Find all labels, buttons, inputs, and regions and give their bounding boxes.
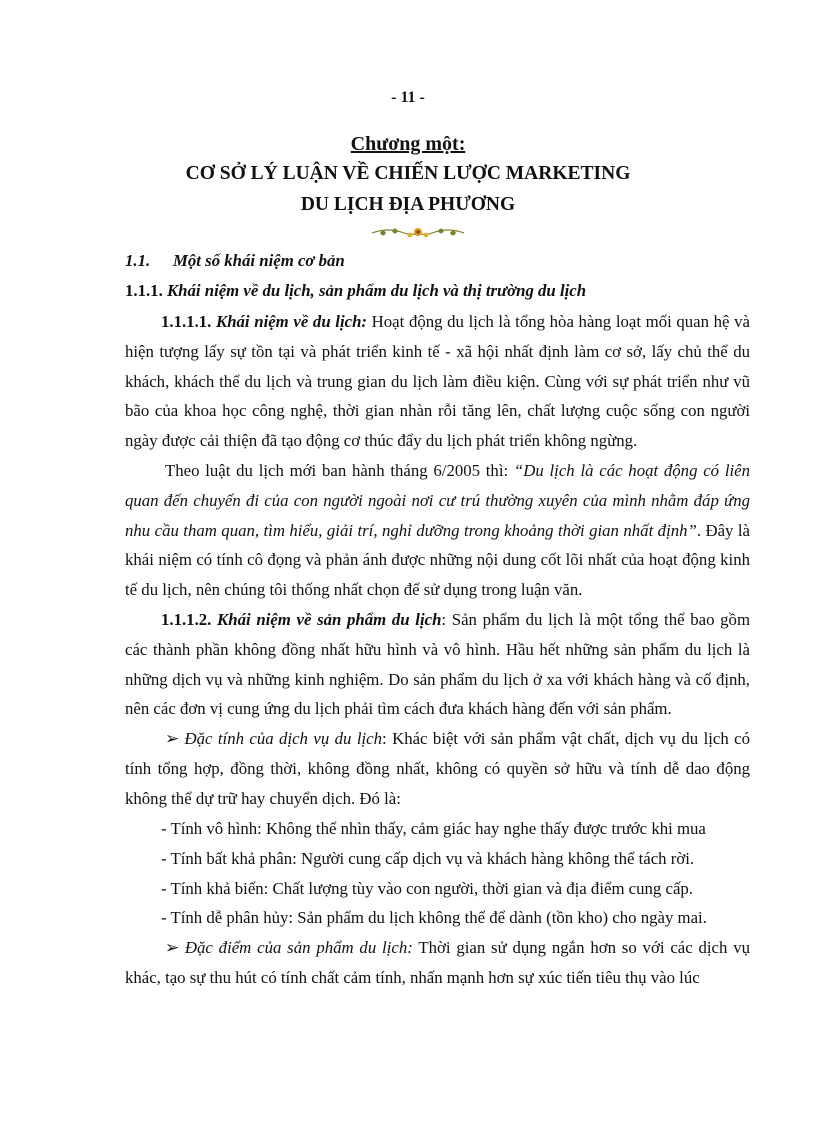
paragraph-tourism-concept [125,307,750,456]
characteristics-list [125,814,750,933]
section-number: 1.1. [125,251,151,270]
paragraph-text: . Đây là khái niệm có tính cô đọng và phản ánh được những nội dung cốt lõi nhất của hoạt động kinh tế du lịch, nên chúng tôi thống nhất chọn để sử dụng trong luận văn. [125,520,750,600]
paragraph-tourism-law [125,456,750,605]
term: Đặc điểm của sản phẩm du lịch: [184,938,413,957]
subsection-number: 1.1.1. [125,281,163,300]
page-number: - 11 - [391,89,425,106]
list-item: - Tính khả biến: Chất lượng tùy vào con người, thời gian và địa điểm cung cấp. [161,878,693,898]
arrow-bullet-icon: ➢ [165,729,180,748]
paragraph-text: Thời gian sử dụng ngắn hơn so với các dịch vụ khác, tạo sự thu hút có tính chất cảm tính, nhấn mạnh hơn sự xúc tiến tiêu thụ vào lúc [125,938,750,987]
law-quote: “Du lịch là các hoạt động có liên quan đến chuyến đi của con người ngoài nơi cư trú thường xuyên của mình nhằm đáp ứng nhu cầu tham quan, tìm hiểu, giải trí, nghỉ dưỡng trong khoảng thời gian nhất định” [125,461,750,540]
term: Đặc tính của dịch vụ du lịch [184,729,383,748]
chapter-title: Chương một: [350,133,466,155]
term: Khái niệm về du lịch: [216,312,368,331]
paragraph-lead: Theo luật du lịch mới ban hành tháng 6/2005 thì: [165,461,514,480]
paragraph-service-characteristics [125,724,750,813]
list-item: - Tính dễ phân hủy: Sản phẩm du lịch không thể để dành (tồn kho) cho ngày mai. [161,908,707,928]
list-item: - Tính vô hình: Không thể nhìn thấy, cảm giác hay nghe thấy được trước khi mua [161,819,706,838]
section-heading-1-1-1 [125,276,750,306]
paragraph-text: : Khác biệt với sản phẩm vật chất, dịch vụ du lịch có tính tổng hợp, đồng thời, không đồng nhất, không có quyền sở hữu và tính dễ dao động không thể dự trữ hay chuyển dịch. Đó là: [125,729,750,808]
paragraph-text: : Sản phẩm du lịch là một tổng thể bao gồm các thành phần không đồng nhất hữu hình và vô hình. Hầu hết những sản phẩm du lịch là những dịch vụ và những kinh nghiệm. Do sản phẩm du lịch ở xa với khách hàng và cố định, nên các đơn vị cung ứng du lịch phải tìm cách đưa khách hàng đến với sản phẩm. [125,610,750,719]
floral-divider-ornament [368,224,468,242]
chapter-label [0,133,816,156]
section-heading-1-1 [125,246,750,276]
chapter-heading-line-1: CƠ SỞ LÝ LUẬN VỀ CHIẾN LƯỢC MARKETING [185,163,631,184]
item-number: 1.1.1.1. [161,312,212,331]
list-item: - Tính bất khả phân: Người cung cấp dịch vụ và khách hàng không thể tách rời. [161,848,695,868]
item-number: 1.1.1.2. [161,610,212,629]
paragraph-tourism-product [125,605,750,724]
section-title: Một số khái niệm cơ bản [173,251,345,270]
arrow-bullet-icon: ➢ [165,938,180,957]
term: Khái niệm về sản phẩm du lịch [217,610,442,629]
paragraph-text: Hoạt động du lịch là tổng hòa hàng loạt mối quan hệ và hiện tượng lấy sự tồn tại và phát triển kinh tế - xã hội nhất định làm cơ sở, lấy chủ thể du khách, khách thể du lịch và trung gian du lịch làm điều kiện. Cùng với sự phát triển như vũ bão của khoa học công nghệ, thời gian nhàn rỗi tăng lên, chất lượng cuộc sống con người ngày được cải thiện đã tạo động cơ thúc đẩy du lịch phát triển không ngừng. [125,312,751,451]
chapter-heading-line-2: DU LỊCH ĐỊA PHƯƠNG [300,194,516,215]
paragraph-product-features [125,933,750,993]
subsection-title: Khái niệm về du lịch, sản phẩm du lịch và thị trường du lịch [166,281,587,300]
